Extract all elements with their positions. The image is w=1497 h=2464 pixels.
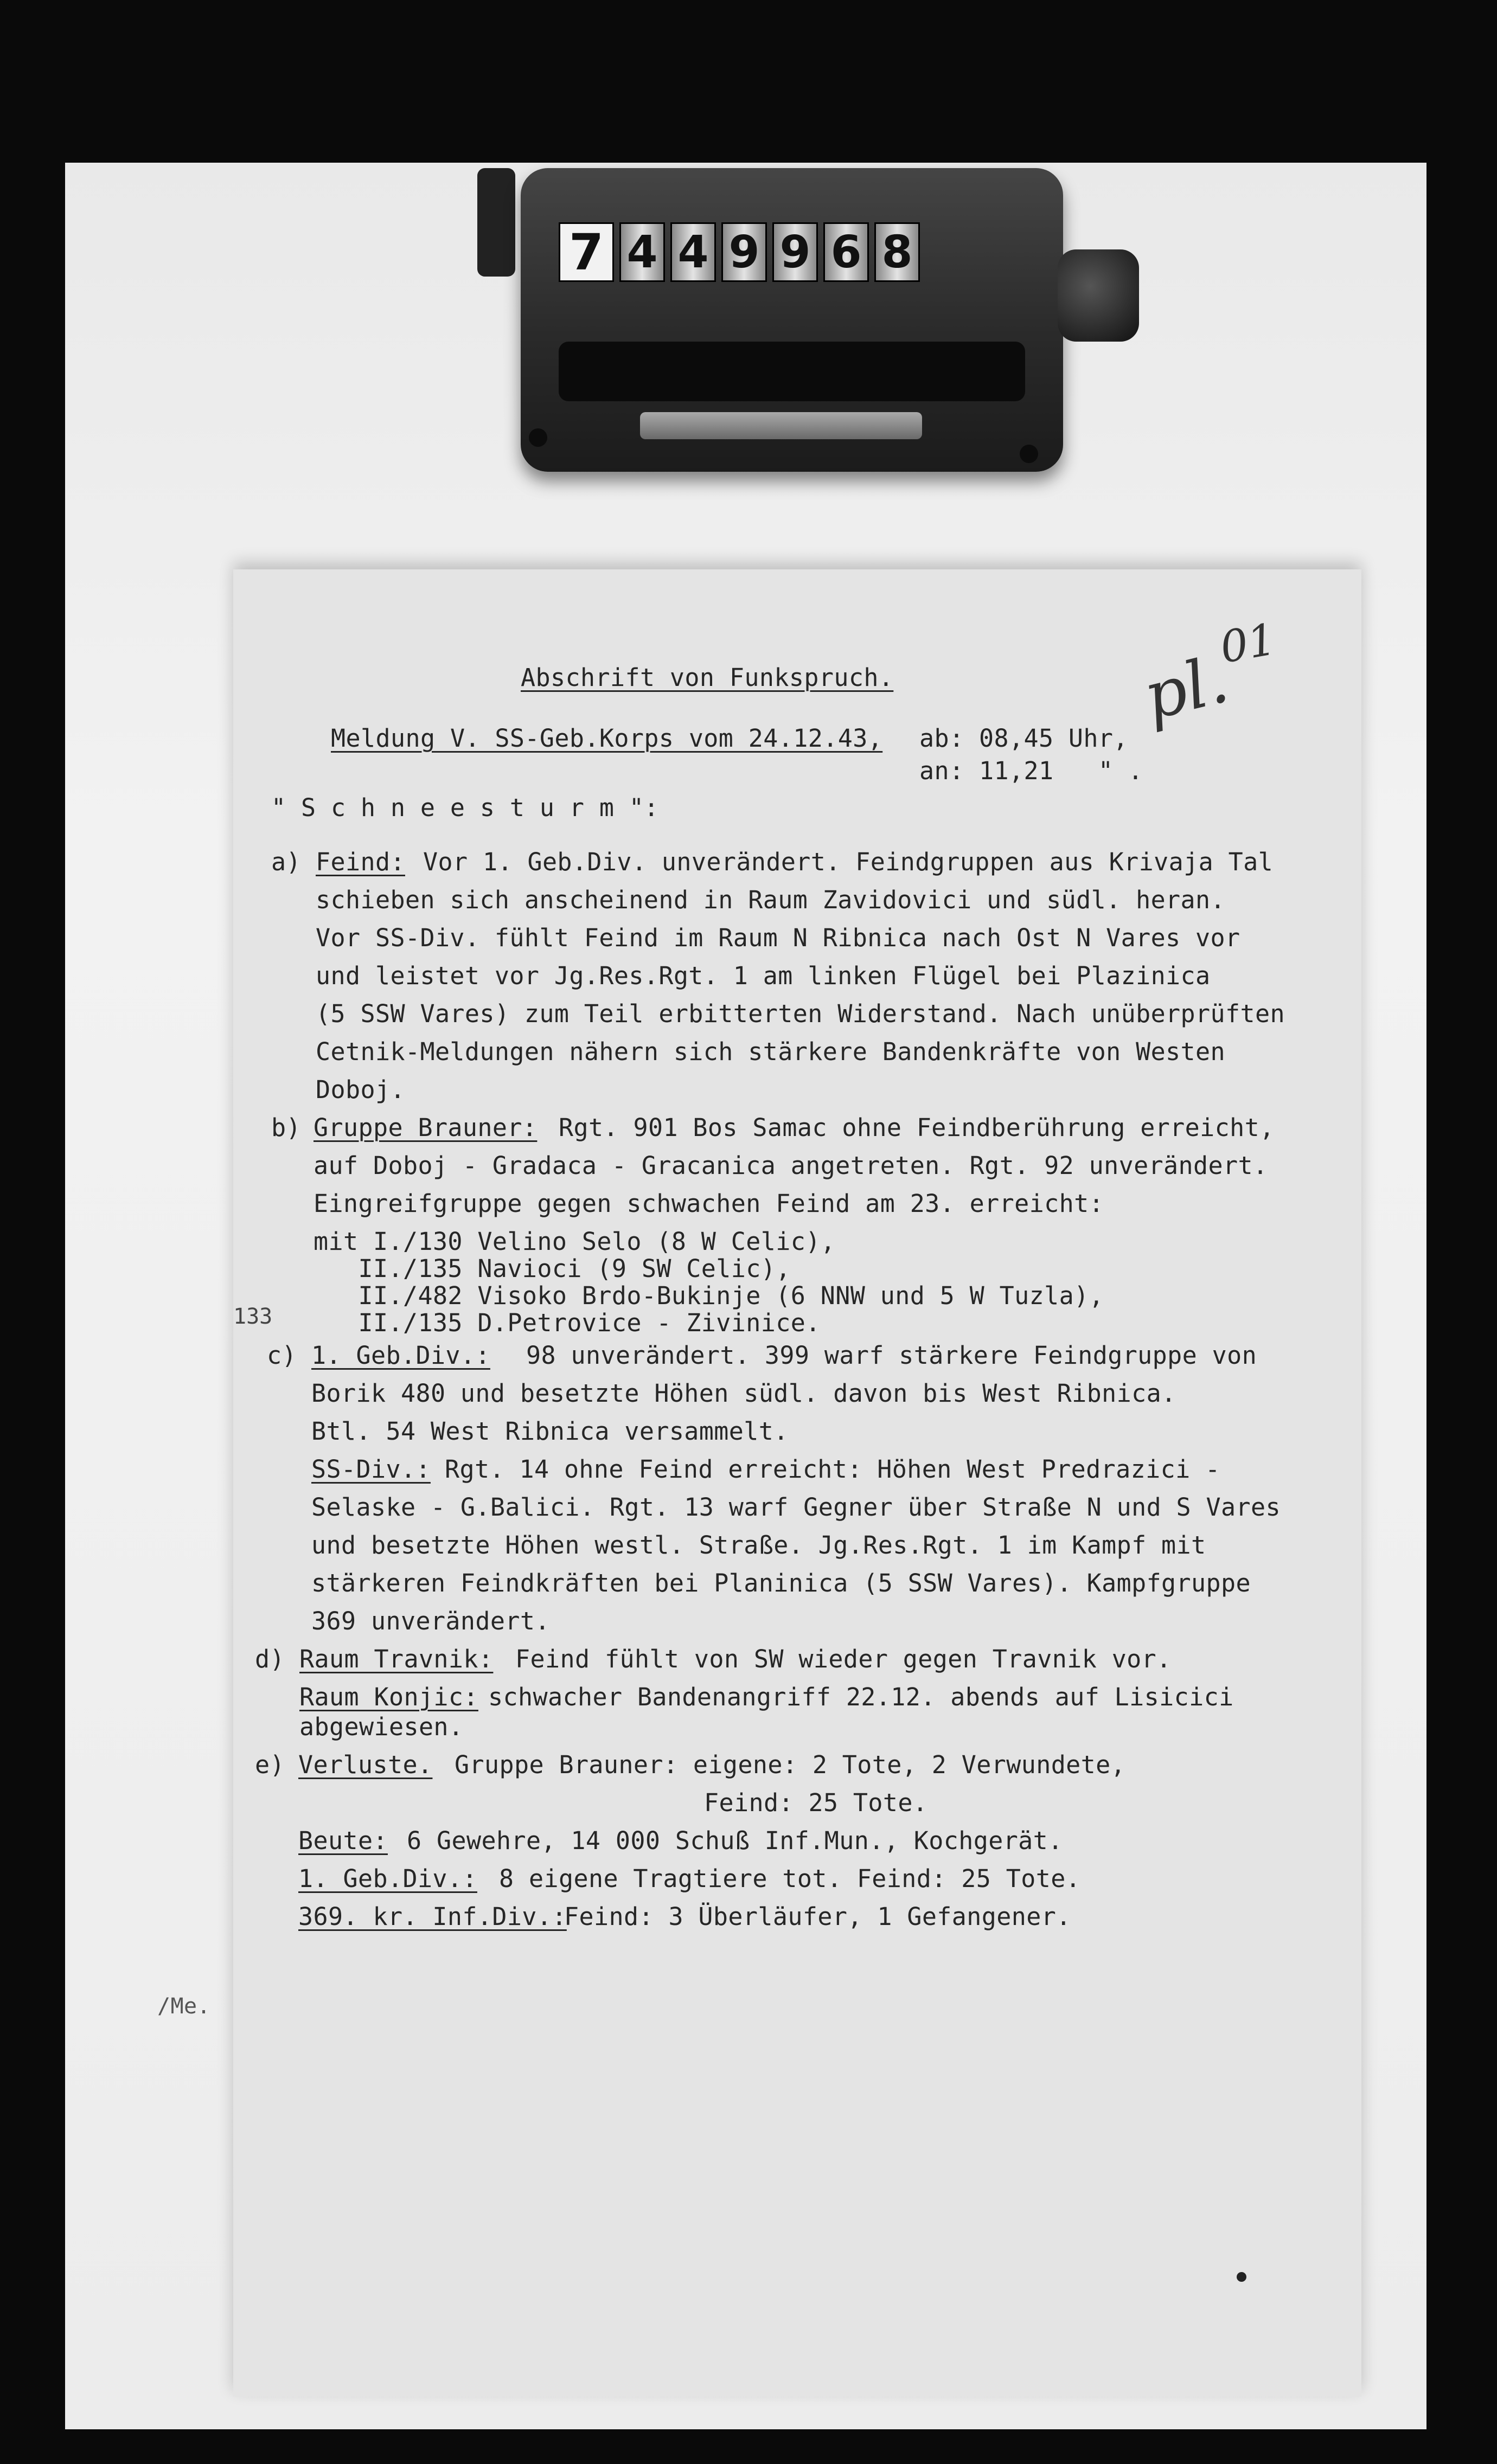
text-line: Doboj.	[316, 1075, 405, 1104]
counter-digit: 4	[619, 222, 665, 282]
section-heading: Raum Travnik:	[299, 1645, 494, 1673]
margin-annotation: 133	[233, 1304, 273, 1329]
section-heading: 1. Geb.Div.:	[298, 1864, 477, 1893]
text-line: Feind: 3 Überläufer, 1 Gefangener.	[564, 1902, 1071, 1931]
section-marker: d)	[255, 1645, 285, 1673]
text-line: Borik 480 und besetzte Höhen südl. davon bis West Ribnica.	[311, 1379, 1176, 1408]
frame-counter-device	[477, 157, 1144, 488]
counter-digits	[559, 222, 920, 282]
text-line: Vor 1. Geb.Div. unverändert. Feindgruppen aus Krivaja Tal	[423, 848, 1274, 876]
section-marker: e)	[255, 1750, 285, 1779]
section-heading: Feind:	[316, 848, 405, 876]
text-line: Rgt. 14 ohne Feind erreicht: Höhen West Predrazici -	[445, 1455, 1220, 1484]
text-line: 369 unverändert.	[311, 1607, 550, 1635]
text-line: 6 Gewehre, 14 000 Schuß Inf.Mun., Kochgerät.	[407, 1826, 1063, 1855]
report-header: Meldung V. SS-Geb.Korps vom 24.12.43,	[331, 724, 883, 753]
section-heading: 369. kr. Inf.Div.:	[298, 1902, 567, 1931]
text-line: auf Doboj - Gradaca - Gracanica angetreten. Rgt. 92 unverändert.	[314, 1151, 1268, 1180]
section-marker: c)	[267, 1341, 297, 1370]
screw-icon	[529, 428, 547, 447]
section-marker: b)	[271, 1113, 301, 1142]
punch-dot	[1237, 2272, 1246, 2282]
text-line: II./482 Visoko Brdo-Bukinje (6 NNW und 5 W Tuzla),	[314, 1281, 1104, 1310]
text-line: Selaske - G.Balici. Rgt. 13 warf Gegner über Straße N und S Vares	[311, 1493, 1281, 1522]
counter-bar	[559, 342, 1025, 401]
time-an: an: 11,21 " .	[919, 756, 1143, 785]
counter-digit: 9	[772, 222, 818, 282]
counter-digit: 8	[874, 222, 920, 282]
text-line: Feind: 25 Tote.	[704, 1788, 928, 1817]
text-line: 8 eigene Tragtiere tot. Feind: 25 Tote.	[499, 1864, 1081, 1893]
text-line: schwacher Bandenangriff 22.12. abends auf Lisicici	[488, 1683, 1234, 1711]
section-heading: Gruppe Brauner:	[314, 1113, 538, 1142]
counter-tab	[477, 168, 515, 277]
document-title: Abschrift von Funkspruch.	[521, 663, 894, 692]
text-line: abgewiesen.	[299, 1712, 464, 1741]
text-line: II./135 D.Petrovice - Zivinice.	[314, 1308, 821, 1337]
text-line: Rgt. 901 Bos Samac ohne Feindberührung erreicht,	[559, 1113, 1275, 1142]
handwritten-number: 01	[1216, 613, 1280, 673]
section-heading: Raum Konjic:	[299, 1683, 478, 1711]
text-line: Cetnik-Meldungen nähern sich stärkere Bandenkräfte von Westen	[316, 1037, 1226, 1066]
counter-digit: 4	[670, 222, 716, 282]
text-line: 98 unverändert. 399 warf stärkere Feindgruppe von	[526, 1341, 1257, 1370]
time-ab: ab: 08,45 Uhr,	[919, 724, 1128, 753]
counter-digit: 7	[559, 222, 614, 282]
counter-nameplate	[640, 412, 922, 439]
text-line: mit I./130 Velino Selo (8 W Celic),	[314, 1227, 836, 1256]
text-line: Gruppe Brauner: eigene: 2 Tote, 2 Verwundete,	[455, 1750, 1126, 1779]
section-heading: Beute:	[298, 1826, 388, 1855]
handwritten-sign: pl.	[1136, 641, 1236, 735]
section-heading: 1. Geb.Div.:	[311, 1341, 490, 1370]
screw-icon	[1020, 445, 1038, 463]
text-line: (5 SSW Vares) zum Teil erbitterten Widerstand. Nach unüberprüften	[316, 999, 1285, 1028]
text-line: und leistet vor Jg.Res.Rgt. 1 am linken Flügel bei Plazinica	[316, 961, 1211, 990]
counter-digit: 9	[721, 222, 767, 282]
section-heading: SS-Div.:	[311, 1455, 431, 1484]
counter-knob	[1058, 249, 1139, 342]
text-line: Vor SS-Div. fühlt Feind im Raum N Ribnica nach Ost N Vares vor	[316, 923, 1240, 952]
text-line: stärkeren Feindkräften bei Planinica (5 SSW Vares). Kampfgruppe	[311, 1569, 1251, 1597]
counter-digit: 6	[823, 222, 869, 282]
operation-codename: " S c h n e e s t u r m ":	[271, 793, 659, 822]
text-line: Eingreifgruppe gegen schwachen Feind am 23. erreicht:	[314, 1189, 1104, 1218]
text-line: II./135 Navioci (9 SW Celic),	[314, 1254, 791, 1283]
section-marker: a)	[271, 848, 301, 876]
section-heading: Verluste.	[298, 1750, 433, 1779]
text-line: Feind fühlt von SW wieder gegen Travnik vor.	[515, 1645, 1172, 1673]
document-page	[157, 569, 1361, 2397]
text-line: Btl. 54 West Ribnica versammelt.	[311, 1417, 789, 1446]
text-line: und besetzte Höhen westl. Straße. Jg.Res.Rgt. 1 im Kampf mit	[311, 1531, 1206, 1560]
typist-initials: /Me.	[157, 1994, 210, 2019]
text-line: schieben sich anscheinend in Raum Zavidovici und südl. heran.	[316, 886, 1226, 914]
